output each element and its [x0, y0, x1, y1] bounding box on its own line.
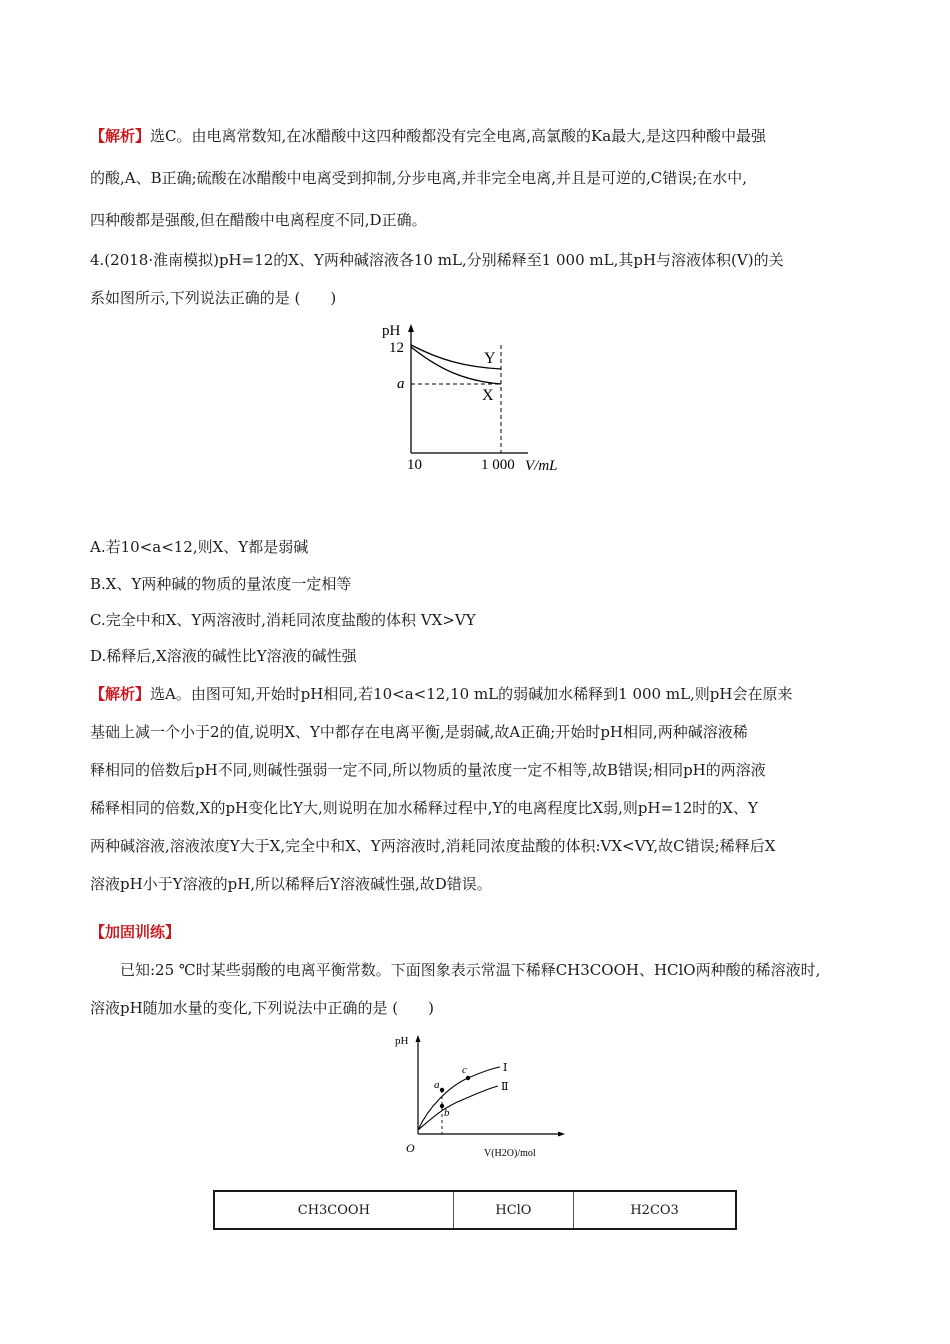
- point-c-label: c: [462, 1064, 467, 1076]
- ph-water-graph: [390, 1030, 570, 1170]
- q3-analysis-line2: 的酸,A、B正确;硫酸在冰醋酸中电离受到抑制,分步电离,并非完全电离,并且是可逆的,C错误;在水中,: [90, 169, 748, 187]
- q4-stem-line2: 系如图所示,下列说法正确的是 ( ): [90, 289, 337, 307]
- curve-y-label: Y: [484, 350, 496, 367]
- reinforce-line1: 已知:25 ℃时某些弱酸的电离平衡常数。下面图象表示常温下稀释CH3COOH、HClO两种酸的稀溶液时,: [120, 961, 821, 979]
- table-header-ch3cooh: CH3COOH: [214, 1191, 453, 1229]
- q4-option-a: A.若10<a<12,则X、Y都是弱碱: [90, 538, 309, 556]
- y-tick-a: a: [397, 376, 405, 392]
- q4-option-d: D.稀释后,X溶液的碱性比Y溶液的碱性强: [90, 647, 357, 665]
- curve-1: [418, 1067, 500, 1130]
- reinforce-line2: 溶液pH随加水量的变化,下列说法中正确的是 ( ): [90, 999, 434, 1017]
- q4-option-c: C.完全中和X、Y两溶液时,消耗同浓度盐酸的体积 VX>VY: [90, 611, 476, 629]
- analysis-tag: 【解析】: [90, 127, 151, 145]
- point-c: [466, 1076, 470, 1080]
- point-b-label: b: [444, 1107, 450, 1119]
- acid-constants-table: [213, 1190, 737, 1230]
- x-tick-1000: 1 000: [481, 457, 515, 473]
- y-axis-label: pH: [395, 1035, 409, 1047]
- reinforce-tag-line: [90, 922, 180, 942]
- origin-label: O: [406, 1141, 415, 1155]
- y-tick-12: 12: [389, 340, 404, 356]
- curve-x-label: X: [482, 387, 494, 404]
- q4-analysis-line6: 溶液pH小于Y溶液的pH,所以稀释后Y溶液碱性强,故D错误。: [90, 875, 492, 893]
- curve-2-label: Ⅱ: [501, 1081, 509, 1093]
- ph-volume-graph: [370, 318, 580, 478]
- reinforce-tag: 【加固训练】: [90, 923, 181, 941]
- q4-analysis-line1: 【解析】选A。由图可知,开始时pH相同,若10<a<12,10 mL的弱碱加水稀释到1 000 mL,则pH会在原来: [90, 685, 793, 703]
- curve-1-label: Ⅰ: [503, 1062, 508, 1074]
- table-row: [214, 1191, 736, 1229]
- q3-analysis-line3: 四种酸都是强酸,但在醋酸中电离程度不同,D正确。: [90, 211, 427, 229]
- curve-2: [418, 1086, 498, 1130]
- q4-analysis-line4: 稀释相同的倍数,X的pH变化比Y大,则说明在加水稀释过程中,Y的电离程度比X弱,则pH=12时的X、Y: [90, 799, 758, 817]
- x-axis-label: V/mL: [525, 458, 558, 474]
- q4-stem-line1: 4.(2018·淮南模拟)pH=12的X、Y两种碱溶液各10 mL,分别稀释至1 000 mL,其pH与溶液体积(V)的关: [90, 251, 784, 269]
- analysis-tag: 【解析】: [90, 685, 151, 703]
- q4-analysis-line3: 释相同的倍数后pH不同,则碱性强弱一定不同,所以物质的量浓度一定不相等,故B错误;相同pH的两溶液: [90, 761, 766, 779]
- point-a: [440, 1088, 444, 1092]
- table-header-hclo: HClO: [453, 1191, 574, 1229]
- x-axis-label: V(H2O)/mol: [484, 1148, 536, 1159]
- q4-analysis-line5: 两种碱溶液,溶液浓度Y大于X,完全中和X、Y两溶液时,消耗同浓度盐酸的体积:VX<VY,故C错误;稀释后X: [90, 837, 776, 855]
- q4-option-b: B.X、Y两种碱的物质的量浓度一定相等: [90, 575, 352, 593]
- table-header-h2co3: H2CO3: [574, 1191, 736, 1229]
- point-a-label: a: [434, 1079, 440, 1091]
- y-axis-label: pH: [382, 323, 401, 339]
- q3-analysis-line1: 【解析】选C。由电离常数知,在冰醋酸中这四种酸都没有完全电离,高氯酸的Ka最大,是这四种酸中最强: [90, 127, 766, 145]
- q4-analysis-line2: 基础上减一个小于2的值,说明X、Y中都存在电离平衡,是弱碱,故A正确;开始时pH相同,两种碱溶液稀: [90, 723, 748, 741]
- x-tick-10: 10: [407, 457, 422, 473]
